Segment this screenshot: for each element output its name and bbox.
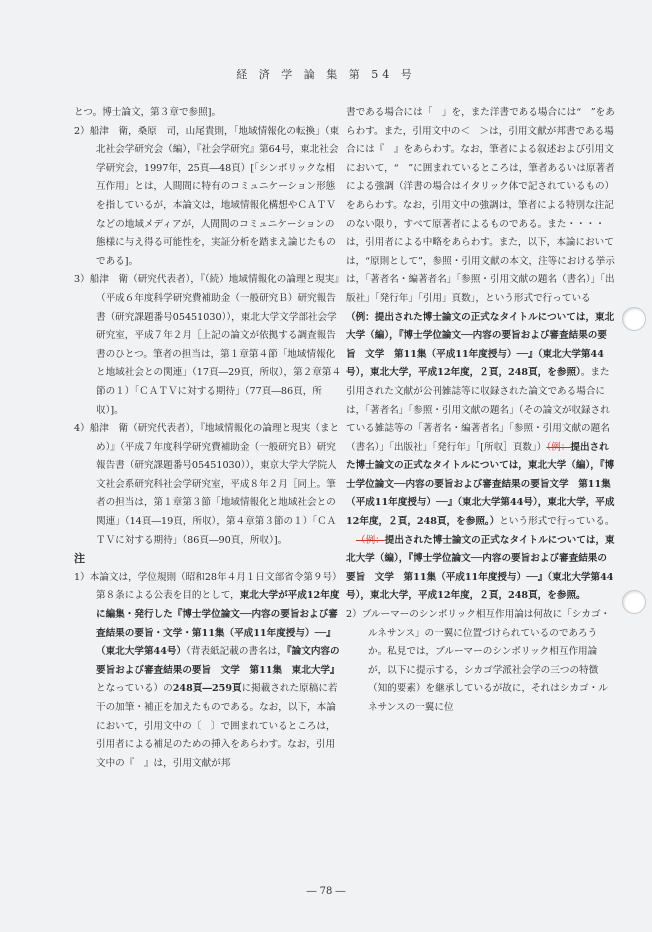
note-1-cont-c: 。また引用された文献が公刊雑誌等に収録された論文である場合には，「著者名」「参照・引用文献の題名」（その論文が収録されている雑誌等の「著者名・編著者名」「参照・引用文献の題名（書名）」「出版社」「発行年」「[所収］頁数」） — [346, 367, 610, 453]
right-column — [346, 104, 616, 718]
note-1-text-f: 248頁―259頁 — [172, 683, 242, 695]
binder-hole-bottom — [622, 590, 646, 614]
note-1-cont-a: 書である場合には「 」を，また洋書である場合には“ ”をあらわす。また，引用文中の＜ ＞は，引用文献が邦書である場合には『 』をあらわす。なお，筆者による叙述および引用文において，“ ”に囲まれているところは，筆者あるいは原著者による強調（洋書の場合はイタリック体で記されているもの）をあらわす。なお，引用文中の強調は，筆者による特別な注記のない限り，すべて原著者によるものである。また・・・・は，引用者による中略をあらわす。また，以下，本論においては，“原則として”，参照・引用文献の本文，注等における挙示は，「著者名・編著者名」「参照・引用文献の題名（書名）」「出版社」「発行年」「引用」頁数」，という形式で行っている — [346, 107, 615, 304]
example-text: 提出された博士論文の正式なタイトルについては，東北大学（編），『博士学位論文──内容の要旨および審査結果の要旨 文学 第11集（平成11年度授与）──』（東北大学第44号），東北大学，平成12年度，２頁，248頁，を参照。 — [346, 534, 615, 602]
notes-heading: 注 — [74, 552, 85, 566]
reference-item-3: 3）船津 衛（研究代表者），『（続）地域情報化の論理と現実』（平成６年度科学研究費補助金（一般研究Ｂ）研究報告書（研究課題番号05451030）），東北大学文学部社会学研究室，平成７年２月［上記の論文が依拠する調査報告書のひとつ。筆者の担当は，第１章第４節「地域情報化と地域社会との関連」（17頁―29頁，所収），第２章第４節の１）「ＣＡＴＶに対する期待」（77頁―86頁，所収）]。 — [74, 274, 344, 416]
note-1-cont-d: 提出された博士論文の正式なタイトルについては，東北大学（編），『博士学位論文──内容の要旨および審査結果の要旨文学 第11集（平成11年度授与）──』（東北大学第44号），東北大学，平成12年度，２頁，248頁，を参照。） — [346, 441, 615, 528]
note-1-cont-e: という形式で行っている。 — [499, 516, 615, 528]
note-1-cont-example: （例：提出された博士論文の正式なタイトルについては，東北大学（編），『博士学位論文──内容の要旨および審査結果の要旨 文学 第11集（平成11年度授与）──』（東北大学第44号），東北大学，平成12年度，２頁，248頁，を参照） — [346, 311, 615, 379]
deleted-mark: （例： — [546, 441, 571, 453]
deleted-mark-2: （例： — [356, 534, 385, 546]
reference-item-4: 4）船津 衛（研究代表者），『地域情報化の論理と現実（まとめ）』（平成７年度科学研究費補助金（一般研究Ｂ）研究報告書（研究課題番号05451030）），東京大学大学院人文社会系研究科社会学研究室，平成８年２月［同上。筆者の担当は，第１章第３節「地域情報化と地域社会との関連」（14頁―19頁，所収），第４章第３節の１）「ＣＡＴＶに対する期待」（86頁―90頁，所収）]。 — [74, 423, 340, 546]
left-column — [74, 104, 344, 773]
note-1 — [74, 569, 344, 774]
reference-item-2: 2）船津 衛，桑原 司，山尾貴則，「地域情報化の転換」（東北社会学研究会（編），『社会学研究』第64号，東北社会学研究会，1997年，25頁―48頁）[「シンボリックな相互作用」とは，人間間に特有のコミュニケーション形態を指しているが，本論文は，地域情報化構想やＣＡＴＶなどの地域メディアが，人間間のコミュニケーションの態様に与え得る可能性を，実証分析を踏まえ論じたものである]。 — [74, 125, 340, 267]
note-1-text-e: となっている）の — [96, 683, 173, 695]
note-1-text-a: 1）本論文は，学位規則（昭和28年４月１日文部省令第９号）第８条による公表を目的として， — [74, 571, 342, 602]
note-1-text-b: 東北大学が平成12年度に編集・発行した『博士学位論文──内容の要旨および審査結果の要旨・文学・第11集（平成11年度授与）──』（東北大学第44号） — [96, 590, 340, 658]
running-header: 経 済 学 論 集 第 54 号 — [236, 68, 416, 81]
note-1-text-g: に掲載された原稿に若干の加筆・補正を加えたものである。なお，以下，本論において，引用文中の〔 〕で囲まれているところは，引用者による補足のための挿入をあらわす。なお，引用文中の『 』は，引用文献が邦 — [96, 683, 338, 769]
note-1-continued — [346, 104, 616, 532]
note-1-text-d: 『論文内容の要旨および審査結果の要旨 文学 第11集 東北大学』 — [96, 646, 340, 676]
note-1-text-c: （背表紙記載の書名は， — [186, 646, 287, 658]
continued-text: とつ。博士論文，第３章で参照]。 — [74, 107, 222, 118]
page-number: ― 78 ― — [306, 886, 346, 897]
note-2: 2）ブルーマーのシンボリック相互作用論は何故に「シカゴ・ルネサンス」の一翼に位置づけられているのであろうか。私見では，ブルーマーのシンボリック相互作用論が，以下に提示する，シカゴ学派社会学の三つの特徴（知的要素）を継承しているが故に，それはシカゴ・ルネサンスの一翼に位 — [346, 609, 611, 713]
binder-hole-top — [622, 307, 646, 331]
example-paragraph — [346, 532, 616, 606]
